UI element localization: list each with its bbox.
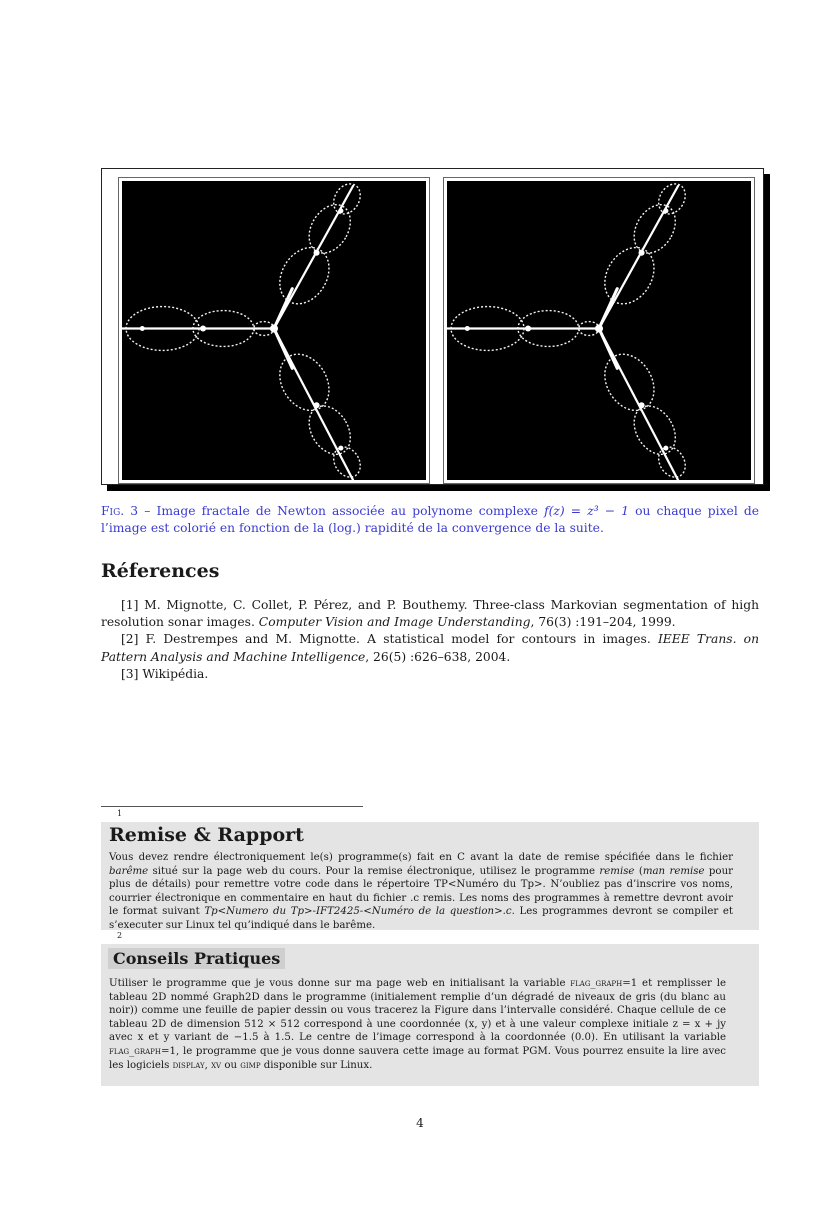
page-number: 4 xyxy=(416,1116,424,1130)
footnote-rule xyxy=(101,806,363,807)
reference-item: [3] Wikipédia. xyxy=(121,666,209,681)
references-list xyxy=(101,597,759,683)
figure-frame xyxy=(101,168,764,485)
footnote-mark-1: 1 xyxy=(117,809,123,818)
reference-item: [2] F. Destrempes and M. Mignotte. A statistical model for contours in images. IEEE Trans. on Pattern Analysis and Machine Intelligence, 26(5) :626–638, 2004. xyxy=(101,632,759,664)
remise-title: Remise & Rapport xyxy=(109,824,304,846)
figure-label: Fig. 3 xyxy=(101,504,139,518)
remise-text: Vous devez rendre électroniquement le(s) programme(s) fait en C avant la date de remise spécifiée dans le fichier barême situé sur la page web du cours. Pour la remise électronique, utilisez le programme remise (man remise pour plus de détails) pour remettre votre code dans le répertoire TP<Numéro du Tp>. N’oubliez pas d’inscrire vos noms, courrier électronique en commentaire en haut du fichier .c remis. Les noms des programmes à remettre devront avoir le format suivant Tp<Numero du Tp>-IFT2425-<Numéro de la question>.c. Les programmes devront se compiler et s’executer sur Linux tel qu’indiqué dans le barême. xyxy=(109,852,733,931)
remise-panel xyxy=(101,822,759,930)
reference-item: [1] M. Mignotte, C. Collet, P. Pérez, and P. Bouthemy. Three-class Markovian segmentation of high resolution sonar images. Computer Vision and Image Understanding, 76(3) :191–204, 1999. xyxy=(101,598,759,630)
conseils-panel xyxy=(101,944,759,1086)
conseils-title: Conseils Pratiques xyxy=(108,948,285,969)
footnote-mark-2: 2 xyxy=(117,931,123,940)
references-title: Réferences xyxy=(101,560,220,582)
fractal-image-left xyxy=(118,177,430,484)
fractal-image-right xyxy=(443,177,755,484)
figure-caption: Fig. 3 – Image fractale de Newton associée au polynome complexe f(z) = z³ − 1 ou chaque pixel de l’image est colorié en fonction de la (log.) rapidité de la convergence de la suite. xyxy=(101,504,760,535)
conseils-text: Utiliser le programme que je vous donne sur ma page web en initialisant la variable flag_graph=1 et remplisser le tableau 2D nommé Graph2D dans le programme (initialement remplie d’un dégradé de niveaux de gris (du blanc au noir)) comme une feuille de papier dessin ou vous tracerez la Figure dans l’intervalle considéré. Chaque cellule de ce tableau 2D de dimension 512 × 512 correspond à une coordonnée (x, y) et à une valeur complexe initiale z = x + jy avec x et y variant de −1.5 à 1.5. Le centre de l’image correspond à la coordonnée (0.0). En utilisant la variable flag_graph=1, le programme que je vous donne sauvera cette image au format PGM. Vous pourrez ensuite la lire avec les logiciels display, xv ou gimp disponible sur Linux. xyxy=(109,978,726,1071)
